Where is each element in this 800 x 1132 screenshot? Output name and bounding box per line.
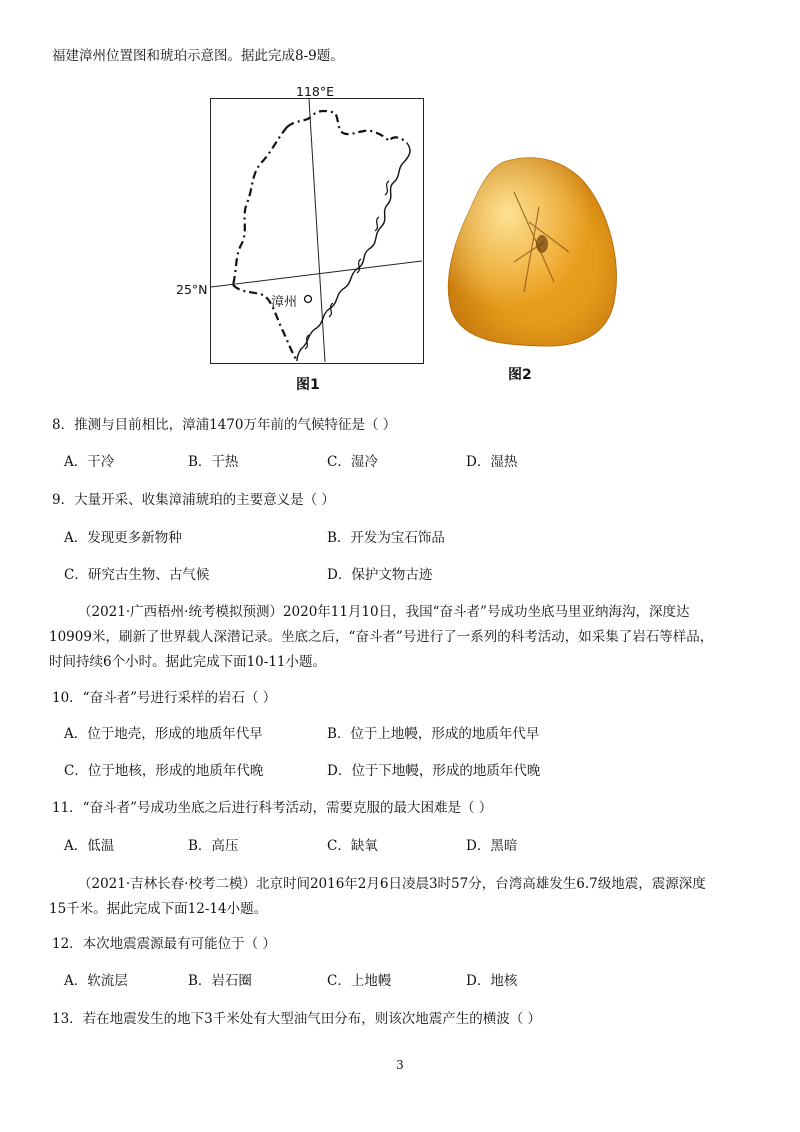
map-graphic — [211, 99, 422, 362]
q10-option-a: A．位于地壳，形成的地质年代早 — [64, 726, 263, 742]
q10-option-b: B．位于上地幔，形成的地质年代早 — [327, 726, 540, 742]
q9-option-a: A．发现更多新物种 — [64, 530, 182, 546]
latitude-label: 25°N — [176, 282, 208, 297]
q10-option-c: C．位于地核，形成的地质年代晚 — [64, 763, 264, 779]
question-12-stem: 12．本次地震震源最有可能位于（ ） — [52, 936, 276, 952]
q8-option-a: A．干冷 — [64, 454, 115, 470]
question-11-stem: 11．“奋斗者”号成功坐底之后进行科考活动，需要克服的最大困难是（ ） — [52, 800, 493, 816]
zhangzhou-location-map — [210, 98, 424, 364]
q9-option-c: C．研究古生物、古气候 — [64, 567, 210, 583]
city-label: 漳州 — [271, 295, 298, 310]
q12-option-a: A．软流层 — [64, 973, 128, 989]
question-9-stem: 9．大量开采、收集漳浦琥珀的主要意义是（ ） — [52, 492, 335, 508]
figure2-caption: 图2 — [508, 367, 532, 383]
passage-2-line-2: 15千米。据此完成下面12-14小题。 — [49, 901, 268, 917]
intro-text: 福建漳州位置图和琥珀示意图。据此完成8-9题。 — [52, 48, 344, 64]
passage-1-line-2: 10909米，刷新了世界载人深潜记录。坐底之后，“奋斗者”号进行了一系列的科考活动，如采集了岩石等样品， — [49, 629, 714, 645]
q10-option-d: D．位于下地幔，形成的地质年代晚 — [327, 763, 541, 779]
q11-option-c: C．缺氧 — [327, 838, 378, 854]
passage-1-line-1: （2021·广西梧州·统考模拟预测）2020年11月10日，我国“奋斗者”号成功坐底马里亚纳海沟，深度达 — [78, 604, 690, 620]
q9-option-b: B．开发为宝石饰品 — [327, 530, 445, 546]
question-13-stem: 13．若在地震发生的地下3千米处有大型油气田分布，则该次地震产生的横波（ ） — [52, 1011, 542, 1027]
amber-illustration — [444, 152, 624, 352]
q12-option-d: D．地核 — [466, 973, 518, 989]
q8-option-d: D．湿热 — [466, 454, 518, 470]
q11-option-d: D．黑暗 — [466, 838, 518, 854]
q9-option-d: D．保护文物古迹 — [327, 567, 433, 583]
q12-option-b: B．岩石圈 — [188, 973, 252, 989]
question-10-stem: 10．“奋斗者”号进行采样的岩石（ ） — [52, 690, 277, 706]
page-number: 3 — [396, 1058, 404, 1072]
q8-option-c: C．湿冷 — [327, 454, 378, 470]
q12-option-c: C．上地幔 — [327, 973, 392, 989]
question-8-stem: 8．推测与目前相比，漳浦1470万年前的气候特征是（ ） — [52, 417, 397, 433]
q8-option-b: B．干热 — [188, 454, 239, 470]
figure1-caption: 图1 — [296, 377, 320, 393]
q11-option-b: B．高压 — [188, 838, 239, 854]
passage-1-line-3: 时间持续6个小时。据此完成下面10-11小题。 — [49, 654, 327, 670]
longitude-label: 118°E — [296, 84, 335, 99]
passage-2-line-1: （2021·吉林长春·校考二模）北京时间2016年2月6日凌晨3时57分，台湾高雄发生6.7级地震，震源深度 — [78, 876, 706, 892]
q11-option-a: A．低温 — [64, 838, 115, 854]
